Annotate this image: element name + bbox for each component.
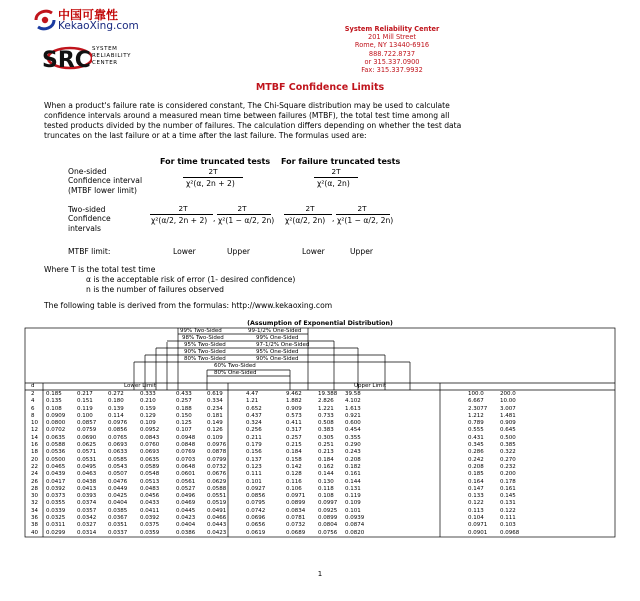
org-phone2: or 315.337.0900 <box>364 57 420 66</box>
upper-col-2: 19.388 2.826 1.221 0.733 0.508 0.383 0.305 0.251 0.213 0.184 0.162 0.144 0.130 0.118 0.108 0.0997 0.0925 0.0899 0.0804 0.0756 <box>318 391 338 536</box>
one-sided-95: 95% One-Sided <box>256 349 299 355</box>
upper-col-5: 200.0 10.00 3.007 1.481 0.909 0.645 0.500 0.385 0.322 0.270 0.232 0.200 0.178 0.161 0.145 0.131 0.122 0.111 0.103 0.0968 <box>500 391 520 536</box>
lower-col-2: 0.272 0.180 0.139 0.114 0.0976 0.0856 0.0765 0.0693 0.0633 0.0585 0.0543 0.0507 0.0476 0.0449 0.0425 0.0404 0.0385 0.0367 0.0351 0.0337 <box>108 391 128 536</box>
head-time-truncated: For time truncated tests <box>160 157 271 166</box>
org-phone1: 888.722.8737 <box>368 49 416 58</box>
lower-col-4: 0.433 0.257 0.188 0.150 0.125 0.107 0.0948 0.0848 0.0769 0.0703 0.0648 0.0601 0.0561 0.0527 0.0496 0.0469 0.0445 0.0423 0.0404 0.0386 <box>176 391 196 536</box>
time-upper-label: Upper <box>227 247 250 256</box>
fail-upper-label: Upper <box>350 247 373 256</box>
comma: , <box>213 214 216 223</box>
one-fail-numerator: 2T <box>331 167 341 176</box>
page-title: MTBF Confidence Limits <box>255 82 385 93</box>
one-sided-975: 97-1/2% One-Sided <box>256 342 310 348</box>
one-sided-label: One-sided Confidence interval (MTBF lower limit) <box>68 167 143 195</box>
org-name: System Reliability Center <box>344 25 440 33</box>
upper-col-4: 100.0 6.667 2.3077 1.212 0.789 0.555 0.431 0.345 0.286 0.242 0.208 0.185 0.164 0.147 0.133 0.122 0.113 0.104 0.0971 0.0901 <box>468 391 488 536</box>
two-sided-80: 80% Two-Sided <box>184 356 226 362</box>
where-line-3: n is the number of failures observed <box>86 285 224 294</box>
one-fail-denominator: χ²(α, 2n) <box>317 179 350 188</box>
col-d-header: d <box>31 383 35 389</box>
two-sided-99: 99% Two-Sided <box>180 328 222 334</box>
center-one-sided: 80% One-Sided <box>214 370 257 376</box>
two-time-num1: 2T <box>178 204 188 213</box>
col-d: 2 4 6 8 10 12 14 16 18 20 22 24 26 28 30 32 34 36 38 40 <box>31 391 38 536</box>
org-address2: Rome, NY 13440-6916 <box>354 41 430 50</box>
logo-url-text: KekaoXing.com <box>58 20 139 32</box>
fail-lower-label: Lower <box>302 247 325 256</box>
two-time-den1: χ²(α/2, 2n + 2) <box>151 216 208 225</box>
mtbf-limit-label: MTBF limit: <box>68 247 111 256</box>
lower-col-0: 0.185 0.135 0.108 0.0909 0.0800 0.0702 0.0635 0.0588 0.0536 0.0500 0.0465 0.0439 0.0417 0.0392 0.0373 0.0355 0.0339 0.0325 0.0311 0.0299 <box>46 391 66 536</box>
where-line-1: Where T is the total test time <box>44 265 156 274</box>
comma: , <box>332 214 335 223</box>
upper-col-1: 9.462 1.882 0.909 0.573 0.411 0.317 0.257 0.215 0.184 0.158 0.142 0.128 0.116 0.106 0.0971 0.0899 0.0834 0.0781 0.0732 0.0689 <box>286 391 306 536</box>
upper-limit-header: Upper Limit <box>354 383 387 389</box>
one-time-denominator: χ²(α, 2n + 2) <box>186 179 235 188</box>
lower-col-3: 0.333 0.210 0.159 0.129 0.109 0.0952 0.0843 0.0760 0.0693 0.0635 0.0589 0.0548 0.0513 0.0483 0.0456 0.0433 0.0411 0.0392 0.0375 0.0359 <box>140 391 160 536</box>
intro-paragraph: When a product's failure rate is considered constant, The Chi-Square distribution may be used to calculate confidence intervals around a measured mean time between failures (MTBF), the total test time among all tested products divided by the number of failures. The calculation differs depending on whether the test data truncates on the last failure or at a time after the last failure. The formulas used are: <box>44 101 462 141</box>
upper-col-3: 39.58 4.102 1.613 0.921 0.600 0.454 0.355 0.290 0.243 0.208 0.182 0.161 0.144 0.131 0.119 0.109 0.101 0.0939 0.0874 0.0820 <box>345 391 365 536</box>
lower-col-5: 0.619 0.334 0.234 0.181 0.149 0.126 0.109 0.0976 0.0878 0.0799 0.0732 0.0676 0.0629 0.0588 0.0551 0.0519 0.0491 0.0466 0.0443 0.0423 <box>207 391 227 536</box>
org-address1: 201 Mill Street <box>368 33 416 42</box>
two-time-num2: 2T <box>237 204 247 213</box>
src-name-text: SYSTEM RELIABILITY CENTER <box>92 46 132 66</box>
two-fail-num2: 2T <box>357 204 367 213</box>
two-sided-95: 95% Two-Sided <box>184 342 226 348</box>
two-sided-90: 90% Two-Sided <box>184 349 226 355</box>
one-time-numerator: 2T <box>208 167 218 176</box>
page-number: 1 <box>317 570 323 578</box>
assumption-heading: (Assumption of Exponential Distribution) <box>247 320 393 327</box>
one-sided-90: 90% One-Sided <box>256 356 299 362</box>
head-failure-truncated: For failure truncated tests <box>281 157 401 166</box>
upper-col-0: 4.47 1.21 0.652 0.437 0.324 0.256 0.211 0.179 0.156 0.137 0.123 0.111 0.101 0.0927 0.0856 0.0795 0.0742 0.0696 0.0656 0.0619 <box>246 391 266 536</box>
org-fax: Fax: 315.337.9932 <box>361 66 423 75</box>
src-letters: SRC <box>42 48 91 73</box>
two-sided-98: 98% Two-Sided <box>182 335 224 341</box>
lower-col-1: 0.217 0.151 0.119 0.100 0.0857 0.0759 0.0690 0.0625 0.0571 0.0531 0.0495 0.0463 0.0438 0.0413 0.0393 0.0374 0.0357 0.0342 0.0327 0.0314 <box>77 391 97 536</box>
logo-chinese-text: 中国可靠性 <box>58 8 119 22</box>
where-line-2: α is the acceptable risk of error (1- desired confidence) <box>86 275 296 284</box>
two-fail-den1: χ²(α/2, 2n) <box>285 216 326 225</box>
lower-limit-header: Lower Limit <box>124 383 156 389</box>
time-lower-label: Lower <box>173 247 196 256</box>
one-sided-99: 99% One-Sided <box>256 335 299 341</box>
two-fail-den2: χ²(1 − α/2, 2n) <box>337 216 394 225</box>
center-two-sided: 60% Two-Sided <box>214 363 256 369</box>
one-sided-995: 99-1/2% One-Sided <box>248 328 302 334</box>
two-fail-num1: 2T <box>305 204 315 213</box>
derived-sentence: The following table is derived from the formulas: http://www.kekaoxing.com <box>44 301 333 310</box>
two-sided-label: Two-sided Confidence intervals <box>68 205 111 233</box>
two-time-den2: χ²(1 − α/2, 2n) <box>218 216 275 225</box>
